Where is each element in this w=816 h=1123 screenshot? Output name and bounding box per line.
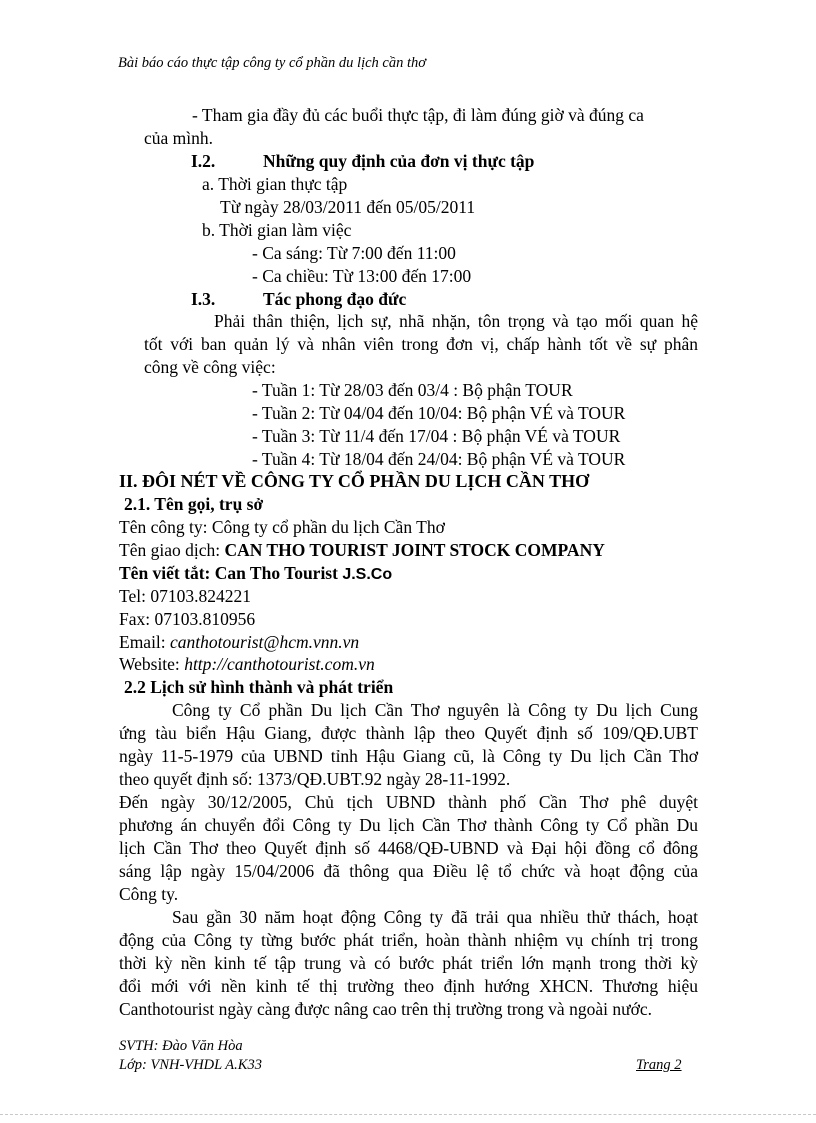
afternoon-shift: - Ca chiều: Từ 13:00 đến 17:00 bbox=[252, 266, 472, 286]
section-heading-i3 bbox=[191, 288, 406, 310]
paragraph-line: Đến ngày 30/12/2005, Chủ tịch UBND thành phố Cần Thơ phê duyệt bbox=[119, 792, 698, 812]
short-name-suffix: J.S.Co bbox=[342, 566, 393, 583]
footer-class: Lớp: VNH-VHDL A.K33 bbox=[119, 1057, 262, 1073]
trade-name-value: CAN THO TOURIST JOINT STOCK COMPANY bbox=[224, 540, 605, 560]
paragraph-line: đổi mới với nền kinh tế thị trường theo định hướng XHCN. Thương hiệu bbox=[119, 976, 698, 996]
week-schedule-item: - Tuần 2: Từ 04/04 đến 10/04: Bộ phận VÉ và TOUR bbox=[252, 403, 626, 423]
paragraph-line: theo quyết định số: 1373/QĐ.UBT.92 ngày 28-11-1992. bbox=[119, 769, 511, 789]
page-bottom-divider bbox=[0, 1114, 816, 1115]
paragraph-line: tốt với ban quản lý và nhân viên trong đơn vị, chấp hành tốt về sự phân bbox=[144, 334, 698, 354]
fax: Fax: 07103.810956 bbox=[119, 609, 256, 629]
paragraph-line: lịch Cần Thơ theo Quyết định số 4468/QĐ-UBND và Đại hội đồng cổ đông bbox=[119, 838, 698, 858]
week-schedule-item: - Tuần 1: Từ 28/03 đến 03/4 : Bộ phận TOUR bbox=[252, 380, 573, 400]
paragraph-line: Sau gần 30 năm hoạt động Công ty đã trải qua nhiều thử thách, hoạt bbox=[172, 907, 698, 927]
email bbox=[119, 631, 359, 653]
week-schedule-item: - Tuần 4: Từ 18/04 đến 24/04: Bộ phận VÉ và TOUR bbox=[252, 449, 626, 469]
bullet-attendance: - Tham gia đầy đủ các buổi thực tập, đi làm đúng giờ và đúng ca bbox=[192, 105, 644, 125]
paragraph-line: Canthotourist ngày càng được nâng cao trên thị trường trong và ngoài nước. bbox=[119, 999, 652, 1019]
week-schedule-item: - Tuần 3: Từ 11/4 đến 17/04 : Bộ phận VÉ và TOUR bbox=[252, 426, 621, 446]
paragraph-line: Công ty. bbox=[119, 884, 179, 904]
subsection-heading-2-1: 2.1. Tên gọi, trụ sở bbox=[124, 494, 264, 514]
chapter-heading-ii: II. ĐÔI NÉT VỀ CÔNG TY CỔ PHẦN DU LỊCH CẦN THƠ bbox=[119, 471, 590, 491]
section-number: I.3. bbox=[191, 289, 216, 309]
paragraph-line: Công ty Cổ phần Du lịch Cần Thơ nguyên là Công ty Du lịch Cung bbox=[172, 700, 698, 720]
list-item-b: b. Thời gian làm việc bbox=[202, 220, 352, 240]
paragraph-line: Phải thân thiện, lịch sự, nhã nhặn, tôn trọng và tạo mối quan hệ bbox=[214, 311, 698, 331]
section-title: Tác phong đạo đức bbox=[263, 289, 407, 309]
bullet-attendance-cont: của mình. bbox=[144, 128, 214, 148]
section-title: Những quy định của đơn vị thực tập bbox=[263, 151, 535, 171]
paragraph-line: sáng lập ngày 15/04/2006 đã thông qua Điều lệ tổ chức và hoạt động của bbox=[119, 861, 698, 881]
website bbox=[119, 653, 375, 675]
section-number: I.2. bbox=[191, 151, 216, 171]
internship-dates: Từ ngày 28/03/2011 đến 05/05/2011 bbox=[220, 197, 476, 217]
telephone: Tel: 07103.824221 bbox=[119, 586, 251, 606]
company-name: Tên công ty: Công ty cổ phần du lịch Cần Thơ bbox=[119, 517, 445, 537]
short-name-label: Tên viết tắt: Can Tho Tourist bbox=[119, 563, 343, 583]
short-name bbox=[119, 562, 392, 586]
running-header: Bài báo cáo thực tập công ty cổ phần du lịch cần thơ bbox=[118, 55, 427, 71]
trade-name-label: Tên giao dịch: bbox=[119, 540, 225, 560]
email-label: Email: bbox=[119, 632, 171, 652]
website-link[interactable]: http://canthotourist.com.vn bbox=[184, 654, 375, 674]
paragraph-line: công về công việc: bbox=[144, 357, 276, 377]
paragraph-line: thời kỳ nền kinh tế tập trung và có bước phát triển lớn mạnh trong thời kỳ bbox=[119, 953, 698, 973]
paragraph-line: ngày 11-5-1979 của UBND tỉnh Hậu Giang cũ, là Công ty Du lịch Cần Thơ bbox=[119, 746, 698, 766]
email-link[interactable]: canthotourist@hcm.vnn.vn bbox=[170, 632, 360, 652]
paragraph-line: động của Công ty từng bước phát triển, hoàn thành nhiệm vụ chính trị trong bbox=[119, 930, 698, 950]
footer-student: SVTH: Đào Văn Hòa bbox=[119, 1038, 243, 1054]
website-label: Website: bbox=[119, 654, 185, 674]
list-item-a: a. Thời gian thực tập bbox=[202, 174, 348, 194]
morning-shift: - Ca sáng: Từ 7:00 đến 11:00 bbox=[252, 243, 456, 263]
paragraph-line: phương án chuyển đổi Công ty Du lịch Cần Thơ thành Công ty Cổ phần Du bbox=[119, 815, 698, 835]
subsection-heading-2-2: 2.2 Lịch sử hình thành và phát triển bbox=[124, 677, 394, 697]
paragraph-line: ứng tàu biển Hậu Giang, được thành lập theo Quyết định số 109/QĐ.UBT bbox=[119, 723, 698, 743]
trade-name bbox=[119, 539, 605, 561]
page-number: Trang 2 bbox=[636, 1057, 682, 1073]
section-heading-i2 bbox=[191, 150, 534, 172]
